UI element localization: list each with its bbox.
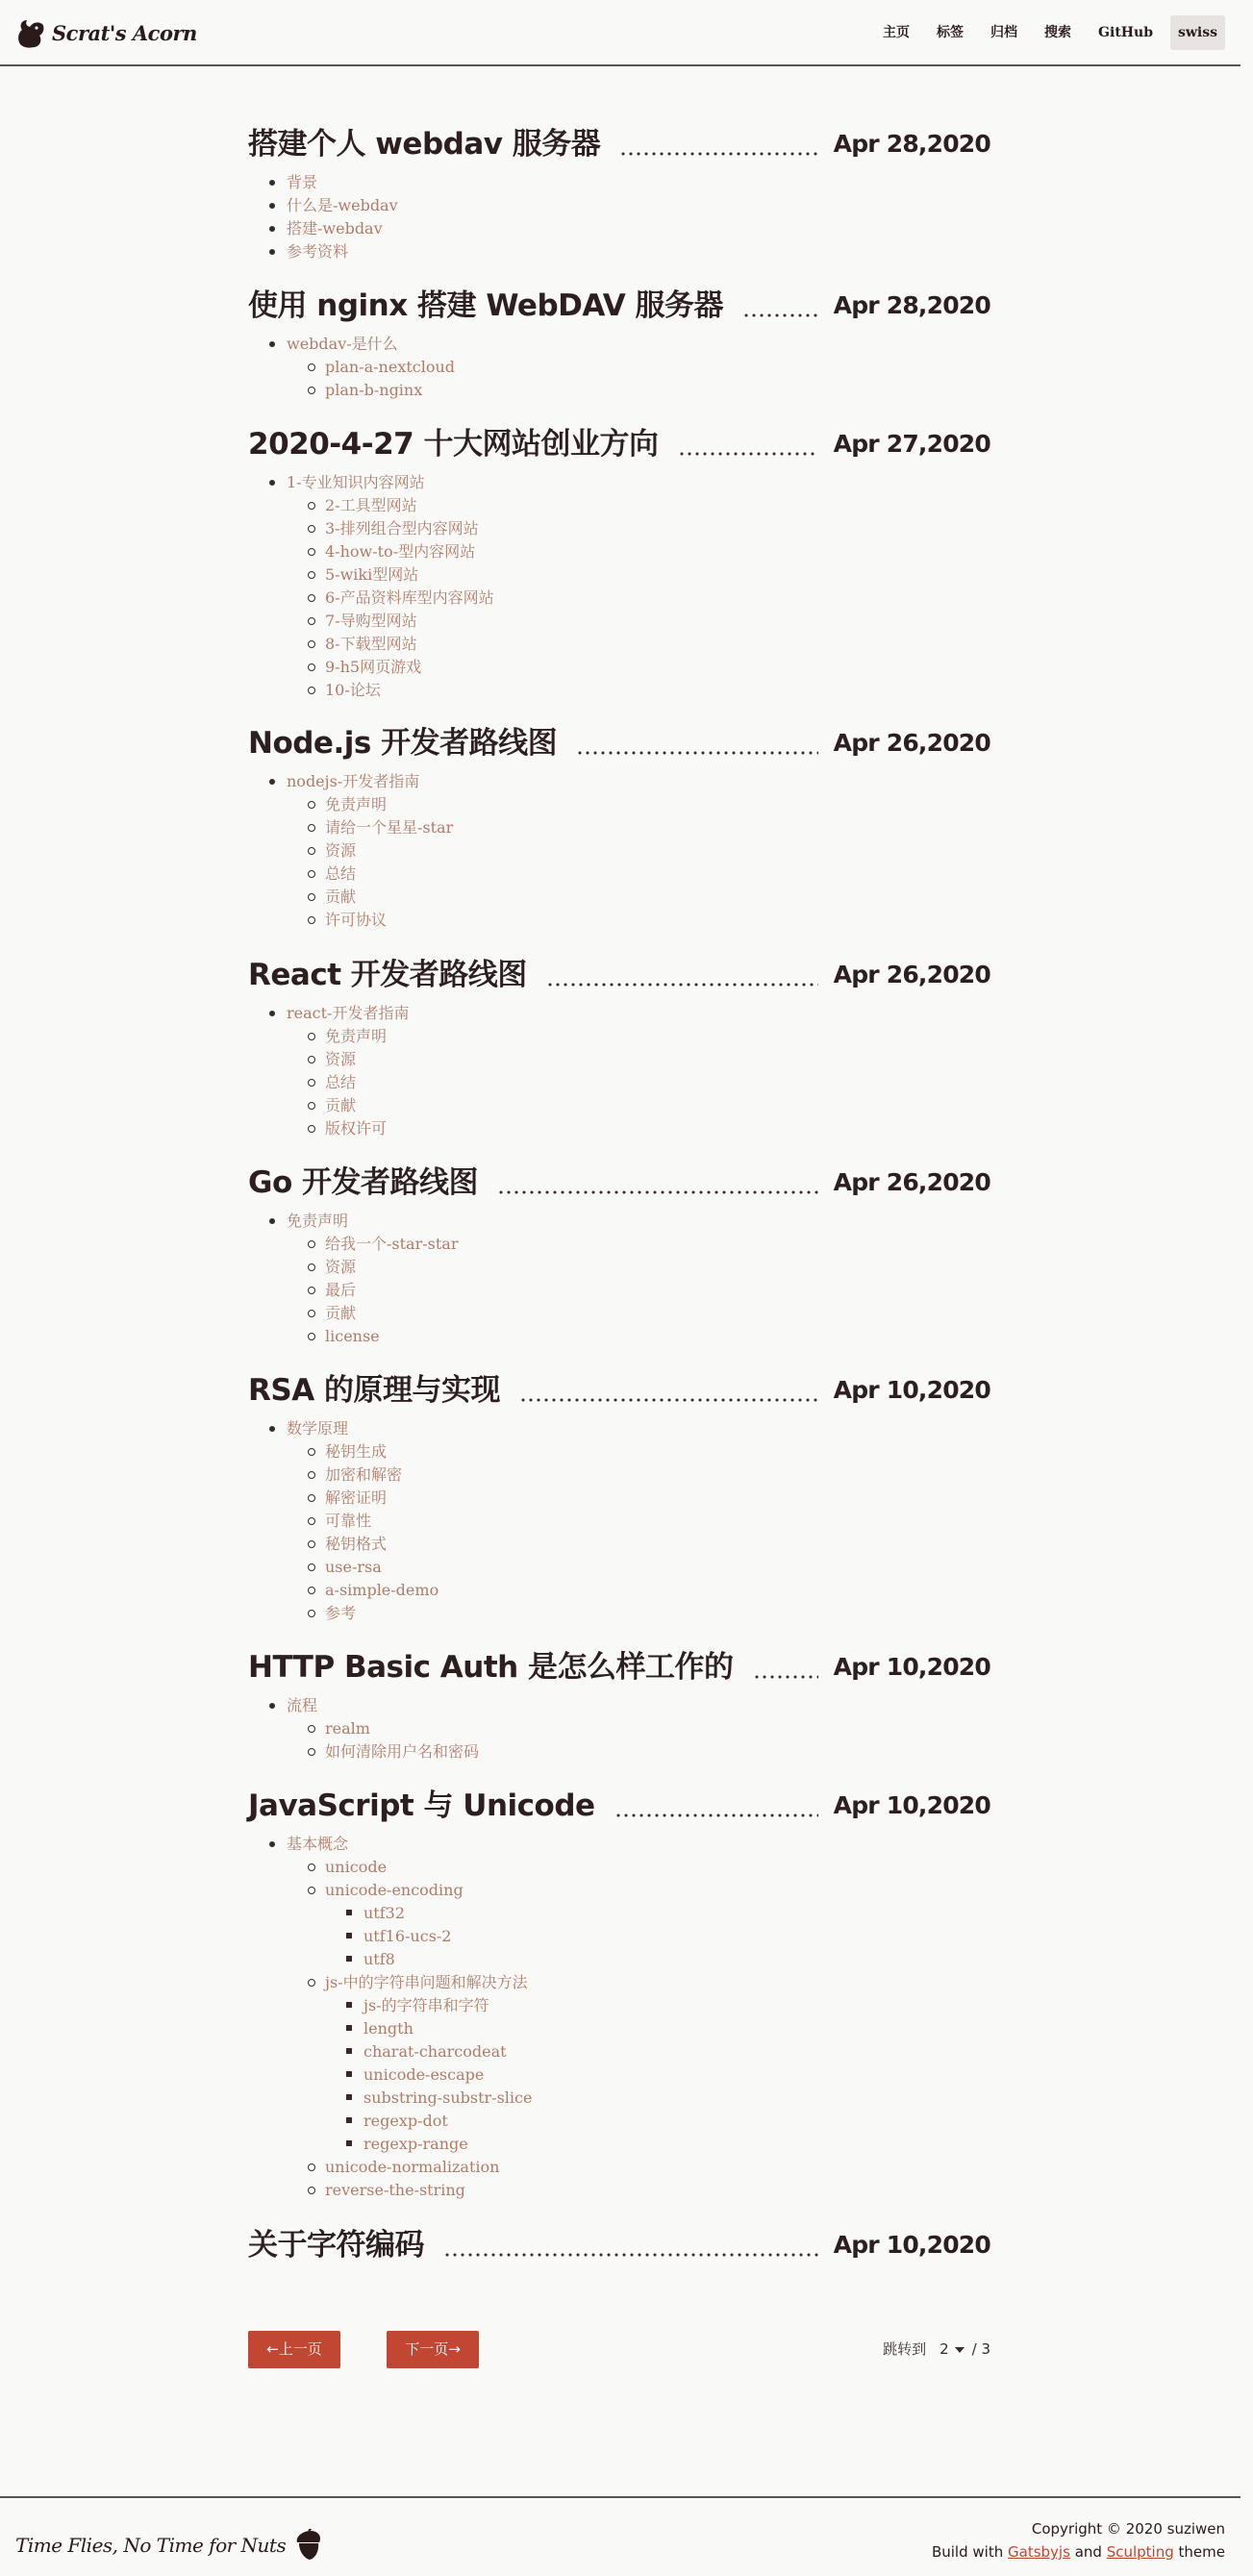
footer-build-prefix: Build with bbox=[931, 2543, 1004, 2561]
toc-item bbox=[325, 1994, 990, 2017]
squirrel-logo-icon bbox=[15, 16, 46, 49]
dotted-leader bbox=[519, 1398, 818, 1402]
post-header bbox=[248, 1162, 990, 1204]
toc-item bbox=[287, 379, 990, 402]
prev-page-label: 上一页 bbox=[278, 2340, 322, 2358]
toc-link[interactable]: js-中的字符串问题和解决方法 bbox=[325, 1973, 528, 1991]
toc-link[interactable]: 什么是-webdav bbox=[287, 196, 398, 214]
post-entry bbox=[248, 285, 990, 402]
dotted-leader bbox=[443, 2253, 818, 2257]
post-date: Apr 28,2020 bbox=[833, 291, 990, 319]
toc-link[interactable]: a-simple-demo bbox=[325, 1581, 439, 1599]
post-toc bbox=[248, 471, 990, 702]
toc-item bbox=[248, 171, 990, 194]
chevron-down-icon bbox=[955, 2347, 965, 2353]
toc-item bbox=[287, 656, 990, 679]
toc-link[interactable]: 4-how-to-型内容网站 bbox=[325, 542, 476, 561]
post-title[interactable]: 搭建个人 webdav 服务器 bbox=[248, 127, 601, 162]
toc-link[interactable]: unicode-encoding bbox=[325, 1881, 464, 1899]
post-date: Apr 26,2020 bbox=[833, 961, 990, 988]
post-entry bbox=[248, 954, 990, 1140]
toc-link[interactable]: 贡献 bbox=[325, 1096, 357, 1114]
nav-theme-swiss[interactable]: swiss bbox=[1170, 15, 1225, 50]
post-title[interactable]: 关于字符编码 bbox=[248, 2228, 424, 2263]
toc-link[interactable]: 加密和解密 bbox=[325, 1465, 403, 1484]
toc-link[interactable]: 9-h5网页游戏 bbox=[325, 658, 422, 676]
post-toc bbox=[248, 171, 990, 263]
post-title[interactable]: RSA 的原理与实现 bbox=[248, 1373, 500, 1408]
toc-item bbox=[287, 1463, 990, 1487]
toc-item bbox=[287, 909, 990, 932]
toc-link[interactable]: plan-b-nginx bbox=[325, 381, 423, 399]
post-header bbox=[248, 1785, 990, 1827]
toc-link[interactable]: webdav-是什么 bbox=[287, 335, 398, 353]
toc-item bbox=[287, 610, 990, 633]
toc-item bbox=[287, 1533, 990, 1556]
main-nav bbox=[869, 15, 1225, 50]
toc-link[interactable]: 1-专业知识内容网站 bbox=[287, 473, 425, 491]
dotted-leader bbox=[753, 1675, 818, 1679]
toc-link[interactable]: regexp-dot bbox=[363, 2112, 448, 2130]
post-toc bbox=[248, 1210, 990, 1348]
toc-link[interactable]: 如何清除用户名和密码 bbox=[325, 1742, 480, 1761]
toc-item bbox=[325, 2017, 990, 2040]
post-title[interactable]: React 开发者路线图 bbox=[248, 958, 527, 992]
post-title[interactable]: 使用 nginx 搭建 WebDAV 服务器 bbox=[248, 288, 724, 323]
toc-link[interactable]: 基本概念 bbox=[287, 1835, 349, 1853]
dotted-leader bbox=[742, 313, 818, 317]
toc-link[interactable]: 免责声明 bbox=[325, 795, 388, 813]
toc-link[interactable]: 请给一个星星-star bbox=[325, 818, 454, 837]
toc-item bbox=[287, 1256, 990, 1279]
footer-tagline-block bbox=[15, 2529, 322, 2562]
post-header bbox=[248, 722, 990, 764]
toc-item bbox=[248, 194, 990, 217]
toc-item bbox=[287, 2156, 990, 2179]
toc-item bbox=[287, 816, 990, 839]
toc-item bbox=[325, 2110, 990, 2133]
gatsby-link[interactable]: Gatsbyjs bbox=[1008, 2543, 1070, 2561]
toc-item bbox=[287, 679, 990, 702]
pagination bbox=[248, 2331, 990, 2369]
toc-item bbox=[287, 1071, 990, 1094]
site-logo-text: Scrat's Acorn bbox=[52, 20, 197, 45]
toc-item bbox=[287, 1879, 990, 1971]
toc-link[interactable]: 8-下载型网站 bbox=[325, 635, 417, 653]
toc-link[interactable]: 资源 bbox=[325, 1050, 357, 1068]
post-date: Apr 10,2020 bbox=[833, 1653, 990, 1681]
toc-item bbox=[287, 1094, 990, 1117]
toc-link[interactable]: 最后 bbox=[325, 1281, 357, 1299]
post-date: Apr 10,2020 bbox=[833, 1791, 990, 1819]
dotted-leader bbox=[497, 1190, 818, 1194]
post-entry bbox=[248, 1785, 990, 2202]
post-title[interactable]: JavaScript 与 Unicode bbox=[248, 1788, 595, 1823]
toc-item bbox=[325, 1925, 990, 1948]
toc-link[interactable]: 2-工具型网站 bbox=[325, 496, 417, 514]
toc-item bbox=[287, 2179, 990, 2202]
page-select-value: 2 bbox=[940, 2340, 949, 2358]
nav-home[interactable]: 主页 bbox=[883, 25, 911, 40]
toc-item bbox=[248, 471, 990, 702]
toc-item bbox=[287, 1579, 990, 1602]
post-header bbox=[248, 1369, 990, 1412]
toc-link[interactable]: js-的字符串和字符 bbox=[363, 1996, 489, 2014]
post-toc bbox=[248, 1002, 990, 1140]
nav-github[interactable]: GitHub bbox=[1098, 25, 1153, 40]
dotted-leader bbox=[546, 983, 818, 987]
toc-item bbox=[287, 1279, 990, 1302]
toc-item bbox=[287, 1556, 990, 1579]
toc-link[interactable]: react-开发者指南 bbox=[287, 1004, 410, 1022]
post-title[interactable]: HTTP Basic Auth 是怎么样工作的 bbox=[248, 1650, 734, 1685]
toc-link[interactable]: length bbox=[363, 2019, 413, 2038]
toc-item bbox=[325, 2040, 990, 2063]
post-entry bbox=[248, 1162, 990, 1348]
post-header bbox=[248, 285, 990, 327]
toc-item bbox=[287, 1325, 990, 1348]
toc-item bbox=[287, 1233, 990, 1256]
toc-item bbox=[325, 1948, 990, 1971]
toc-item bbox=[325, 2133, 990, 2156]
page-total: / 3 bbox=[971, 2340, 990, 2358]
post-entry bbox=[248, 722, 990, 932]
toc-item bbox=[248, 333, 990, 402]
toc-link[interactable]: 贡献 bbox=[325, 1304, 357, 1322]
toc-link[interactable]: 参考资料 bbox=[287, 242, 349, 261]
dotted-leader bbox=[614, 1813, 818, 1817]
toc-link[interactable]: 资源 bbox=[325, 1258, 357, 1276]
post-header bbox=[248, 423, 990, 465]
toc-link[interactable]: 解密证明 bbox=[325, 1488, 388, 1507]
toc-item bbox=[287, 1971, 990, 2156]
post-date: Apr 28,2020 bbox=[833, 130, 990, 158]
toc-item bbox=[287, 517, 990, 540]
nav-search[interactable]: 搜索 bbox=[1044, 25, 1072, 40]
footer-theme: theme bbox=[1178, 2543, 1225, 2561]
toc-item bbox=[248, 1210, 990, 1348]
next-page-button[interactable] bbox=[387, 2331, 479, 2368]
post-title[interactable]: Node.js 开发者路线图 bbox=[248, 726, 558, 761]
post-toc bbox=[248, 770, 990, 932]
footer-build-line bbox=[932, 2540, 1225, 2563]
toc-item bbox=[287, 1487, 990, 1510]
toc-link[interactable]: utf32 bbox=[363, 1904, 406, 1922]
next-page-label: 下一页 bbox=[405, 2340, 449, 2358]
toc-item bbox=[248, 1833, 990, 2202]
toc-link[interactable]: 7-导购型网站 bbox=[325, 612, 417, 630]
footer-copyright: Copyright © 2020 suziwen bbox=[1031, 2520, 1225, 2538]
post-toc bbox=[248, 1417, 990, 1625]
toc-item bbox=[287, 540, 990, 563]
toc-item bbox=[287, 587, 990, 610]
toc-item bbox=[287, 839, 990, 863]
toc-item bbox=[287, 1717, 990, 1740]
toc-link[interactable]: 6-产品资料库型内容网站 bbox=[325, 588, 494, 607]
toc-link[interactable]: 免责声明 bbox=[325, 1027, 388, 1045]
site-logo[interactable] bbox=[15, 13, 197, 52]
dotted-leader bbox=[678, 452, 818, 456]
post-title[interactable]: 2020-4-27 十大网站创业方向 bbox=[248, 427, 659, 462]
toc-item bbox=[325, 2087, 990, 2110]
toc-link[interactable]: 版权许可 bbox=[325, 1119, 388, 1138]
toc-item bbox=[248, 1417, 990, 1625]
toc-link[interactable]: 资源 bbox=[325, 841, 357, 860]
arrow-right-icon: → bbox=[448, 2340, 461, 2358]
post-toc bbox=[248, 1833, 990, 2202]
toc-link[interactable]: 免责声明 bbox=[287, 1212, 349, 1230]
page-select[interactable] bbox=[940, 2331, 965, 2368]
post-toc bbox=[248, 333, 990, 402]
nav-tags[interactable]: 标签 bbox=[937, 25, 965, 40]
nav-archive[interactable]: 归档 bbox=[990, 25, 1018, 40]
toc-link[interactable]: substring-substr-slice bbox=[363, 2088, 533, 2107]
dotted-leader bbox=[576, 751, 818, 755]
toc-link[interactable]: 秘钥生成 bbox=[325, 1442, 388, 1461]
toc-item bbox=[287, 1302, 990, 1325]
toc-link[interactable]: license bbox=[325, 1327, 380, 1345]
toc-item bbox=[287, 1602, 990, 1625]
post-header bbox=[248, 2224, 990, 2266]
post-header bbox=[248, 1646, 990, 1688]
toc-item bbox=[248, 770, 990, 932]
toc-item bbox=[248, 217, 990, 240]
toc-link[interactable]: 搭建-webdav bbox=[287, 219, 383, 238]
toc-item bbox=[287, 563, 990, 587]
post-date: Apr 26,2020 bbox=[833, 729, 990, 757]
toc-link[interactable]: 许可协议 bbox=[325, 911, 388, 929]
toc-link[interactable]: 数学原理 bbox=[287, 1419, 349, 1438]
toc-link[interactable]: 总结 bbox=[325, 864, 357, 883]
toc-link[interactable]: realm bbox=[325, 1719, 370, 1738]
toc-link[interactable]: plan-a-nextcloud bbox=[325, 358, 456, 376]
post-title[interactable]: Go 开发者路线图 bbox=[248, 1165, 479, 1200]
toc-link[interactable]: regexp-range bbox=[363, 2135, 468, 2153]
footer-credits bbox=[932, 2517, 1225, 2563]
toc-link[interactable]: use-rsa bbox=[325, 1558, 382, 1576]
toc-item bbox=[325, 1902, 990, 1925]
toc-link[interactable]: 10-论坛 bbox=[325, 681, 381, 699]
post-entry bbox=[248, 1646, 990, 1763]
site-header bbox=[0, 0, 1240, 66]
toc-item bbox=[248, 240, 990, 263]
post-header bbox=[248, 123, 990, 165]
toc-link[interactable]: unicode-escape bbox=[363, 2065, 485, 2084]
toc-link[interactable]: 可靠性 bbox=[325, 1512, 372, 1530]
toc-item bbox=[287, 1740, 990, 1763]
footer-tagline: Time Flies, No Time for Nuts bbox=[15, 2534, 287, 2557]
post-entry bbox=[248, 1369, 990, 1625]
toc-link[interactable]: utf8 bbox=[363, 1950, 395, 1968]
toc-link[interactable]: 总结 bbox=[325, 1073, 357, 1091]
toc-link[interactable]: utf16-ucs-2 bbox=[363, 1927, 452, 1945]
post-header bbox=[248, 954, 990, 996]
site-footer bbox=[0, 2496, 1240, 2576]
toc-item bbox=[287, 1025, 990, 1048]
toc-item bbox=[287, 1117, 990, 1140]
toc-item bbox=[287, 1510, 990, 1533]
toc-link[interactable]: 给我一个-star-star bbox=[325, 1235, 459, 1253]
toc-item bbox=[287, 1440, 990, 1463]
toc-link[interactable]: 背景 bbox=[287, 173, 318, 191]
acorn-icon bbox=[293, 2529, 322, 2562]
toc-item bbox=[248, 1002, 990, 1140]
toc-item bbox=[287, 356, 990, 379]
jump-label: 跳转到 bbox=[883, 2340, 927, 2358]
toc-item bbox=[287, 633, 990, 656]
toc-link[interactable]: charat-charcodeat bbox=[363, 2042, 507, 2061]
toc-item bbox=[287, 886, 990, 909]
toc-link[interactable]: 5-wiki型网站 bbox=[325, 565, 419, 584]
page-jump bbox=[883, 2331, 990, 2368]
toc-item bbox=[248, 1694, 990, 1763]
toc-link[interactable]: nodejs-开发者指南 bbox=[287, 772, 420, 790]
toc-link[interactable]: 流程 bbox=[287, 1696, 318, 1714]
post-date: Apr 26,2020 bbox=[833, 1168, 990, 1196]
toc-link[interactable]: 3-排列组合型内容网站 bbox=[325, 519, 479, 538]
post-toc bbox=[248, 1694, 990, 1763]
toc-item bbox=[287, 1856, 990, 1879]
sculpting-link[interactable]: Sculpting bbox=[1106, 2543, 1174, 2561]
toc-item bbox=[287, 494, 990, 517]
toc-link[interactable]: 秘钥格式 bbox=[325, 1535, 388, 1553]
arrow-left-icon: ← bbox=[266, 2340, 279, 2358]
post-entry bbox=[248, 2224, 990, 2266]
footer-and: and bbox=[1074, 2543, 1102, 2561]
toc-link[interactable]: 参考 bbox=[325, 1604, 357, 1622]
post-date: Apr 27,2020 bbox=[833, 430, 990, 458]
toc-item bbox=[287, 863, 990, 886]
toc-link[interactable]: unicode bbox=[325, 1858, 388, 1876]
toc-item bbox=[287, 1048, 990, 1071]
post-date: Apr 10,2020 bbox=[833, 2231, 990, 2259]
toc-link[interactable]: unicode-normalization bbox=[325, 2158, 500, 2176]
prev-page-button[interactable] bbox=[248, 2331, 340, 2368]
toc-link[interactable]: 贡献 bbox=[325, 888, 357, 906]
toc-item bbox=[287, 793, 990, 816]
post-entry bbox=[248, 423, 990, 702]
toc-link[interactable]: reverse-the-string bbox=[325, 2181, 465, 2199]
post-entry bbox=[248, 123, 990, 263]
dotted-leader bbox=[619, 152, 817, 156]
post-date: Apr 10,2020 bbox=[833, 1376, 990, 1404]
toc-item bbox=[325, 2063, 990, 2087]
